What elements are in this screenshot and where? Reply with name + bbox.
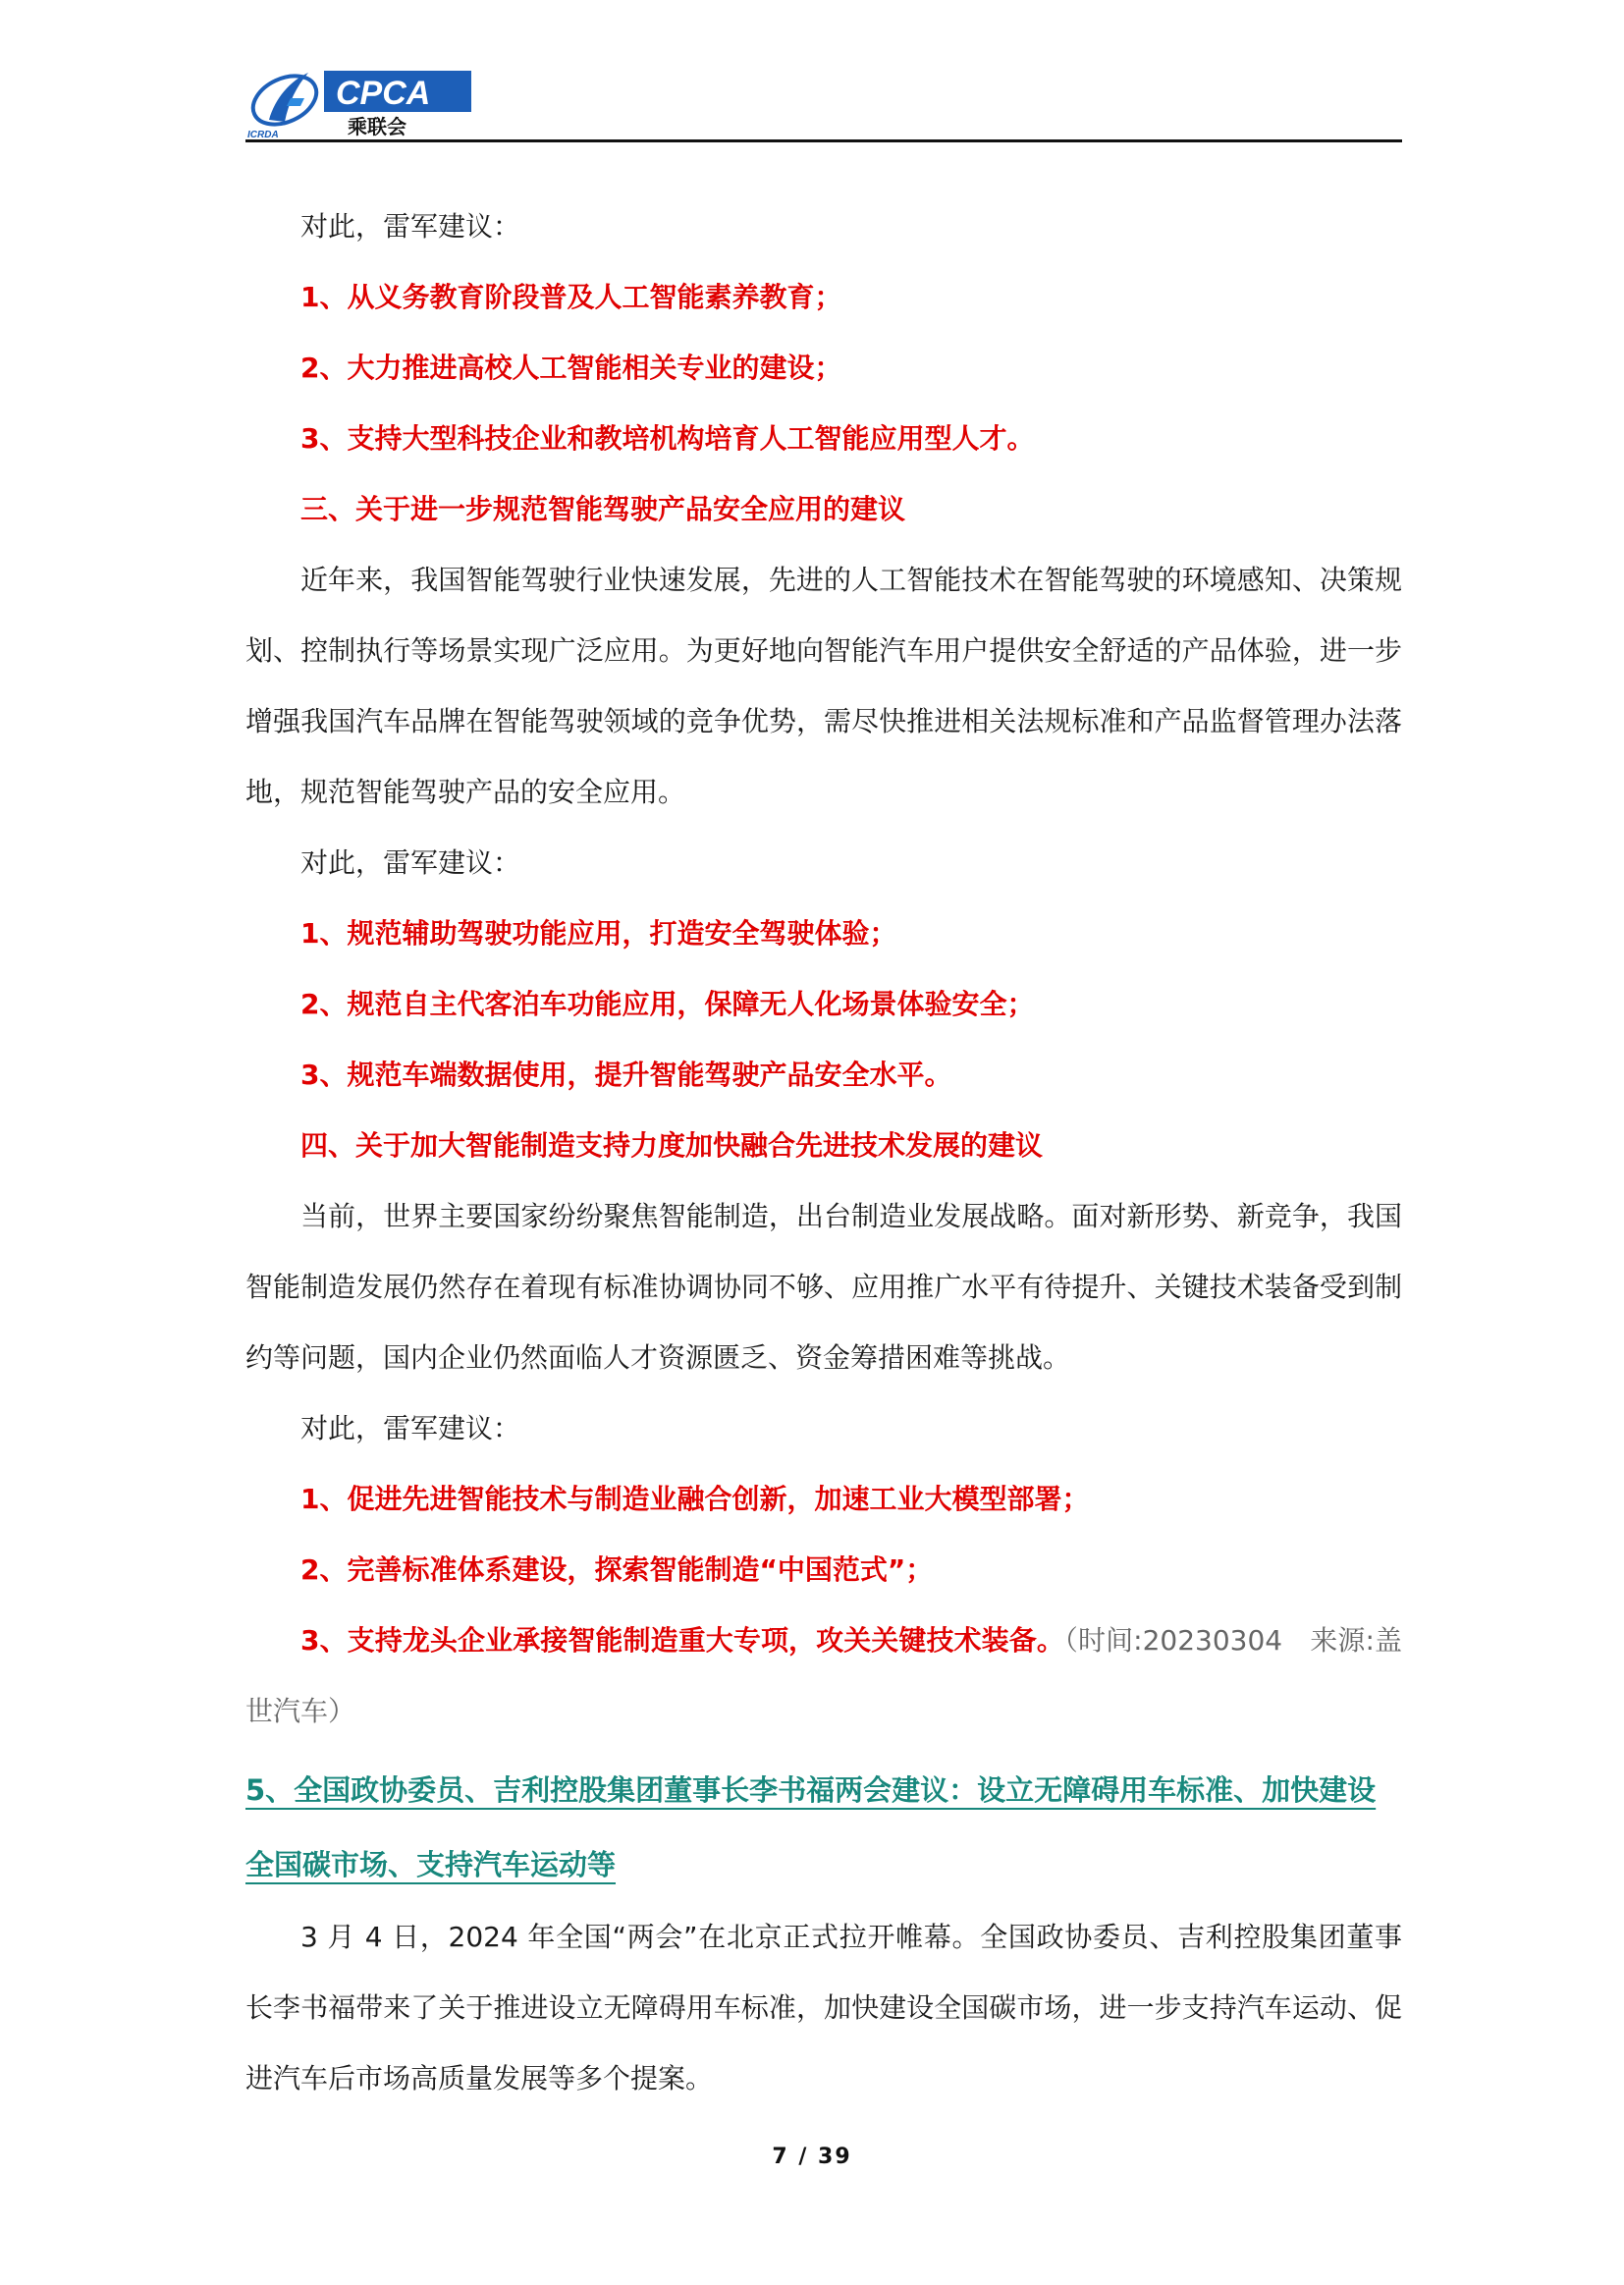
news-heading: [245, 1753, 1402, 1902]
paragraph: 对此，雷军建议：: [300, 1412, 521, 1444]
svg-text:ICRDA: ICRDA: [247, 130, 279, 139]
paragraph: 当前，世界主要国家纷纷聚焦智能制造，出台制造业发展战略。面对新形势、新竞争，我国智能制造发展仍然存在着现有标准协调协同不够、应用推广水平有待提升、关键技术装备受到制约等问题，国内企业仍然面临人才资源匮乏、资金筹措困难等挑战。: [245, 1200, 1402, 1374]
recommendation-item: 1、促进先进智能技术与制造业融合创新，加速工业大模型部署；: [300, 1483, 1090, 1515]
recommendation-item: 1、规范辅助驾驶功能应用，打造安全驾驶体验；: [300, 917, 897, 950]
section-heading: 三、关于进一步规范智能驾驶产品安全应用的建议: [300, 493, 906, 525]
recommendation-item: 3、支持大型科技企业和教培机构培育人工智能应用型人才。: [300, 422, 1035, 455]
paragraph: 对此，雷军建议：: [300, 210, 521, 243]
recommendation-item: 2、规范自主代客泊车功能应用，保障无人化场景体验安全；: [300, 988, 1035, 1020]
recommendation-item: 2、大力推进高校人工智能相关专业的建设；: [300, 352, 842, 384]
svg-text:乘联会: 乘联会: [348, 115, 406, 138]
cpca-logo: [245, 59, 481, 139]
paragraph: 近年来，我国智能驾驶行业快速发展，先进的人工智能技术在智能驾驶的环境感知、决策规划、控制执行等场景实现广泛应用。为更好地向智能汽车用户提供安全舒适的产品体验，进一步增强我国汽车品牌在智能驾驶领域的竞争优势，需尽快推进相关法规标准和产品监督管理办法落地，规范智能驾驶产品的安全应用。: [245, 564, 1402, 808]
recommendation-item: 3、支持龙头企业承接智能制造重大专项，攻关关键技术装备。: [300, 1624, 1064, 1657]
source-note: （时间:20230304 来源:盖世汽车）: [245, 1624, 1402, 1727]
page-number: 7 / 39: [772, 2145, 852, 2169]
section-heading: 四、关于加大智能制造支持力度加快融合先进技术发展的建议: [300, 1129, 1044, 1162]
svg-text:CPCA: CPCA: [336, 75, 431, 112]
paragraph: 3 月 4 日，2024 年全国“两会”在北京正式拉开帷幕。全国政协委员、吉利控股集团董事长李书福带来了关于推进设立无障碍用车标准，加快建设全国碳市场，进一步支持汽车运动、促进汽车后市场高质量发展等多个提案。: [245, 1921, 1402, 2095]
recommendation-item: 2、完善标准体系建设，探索智能制造“中国范式”；: [300, 1553, 934, 1586]
recommendation-item: 1、从义务教育阶段普及人工智能素养教育；: [300, 281, 842, 313]
header-divider: [245, 139, 1402, 142]
news-heading-link[interactable]: 5、全国政协委员、吉利控股集团董事长李书福两会建议：设立无障碍用车标准、加快建设全国碳市场、支持汽车运动等: [245, 1773, 1377, 1881]
document-body: [245, 191, 1402, 2114]
paragraph: 对此，雷军建议：: [300, 846, 521, 879]
recommendation-with-source: [245, 1605, 1402, 1747]
page-header: [245, 59, 1402, 141]
recommendation-item: 3、规范车端数据使用，提升智能驾驶产品安全水平。: [300, 1059, 952, 1091]
